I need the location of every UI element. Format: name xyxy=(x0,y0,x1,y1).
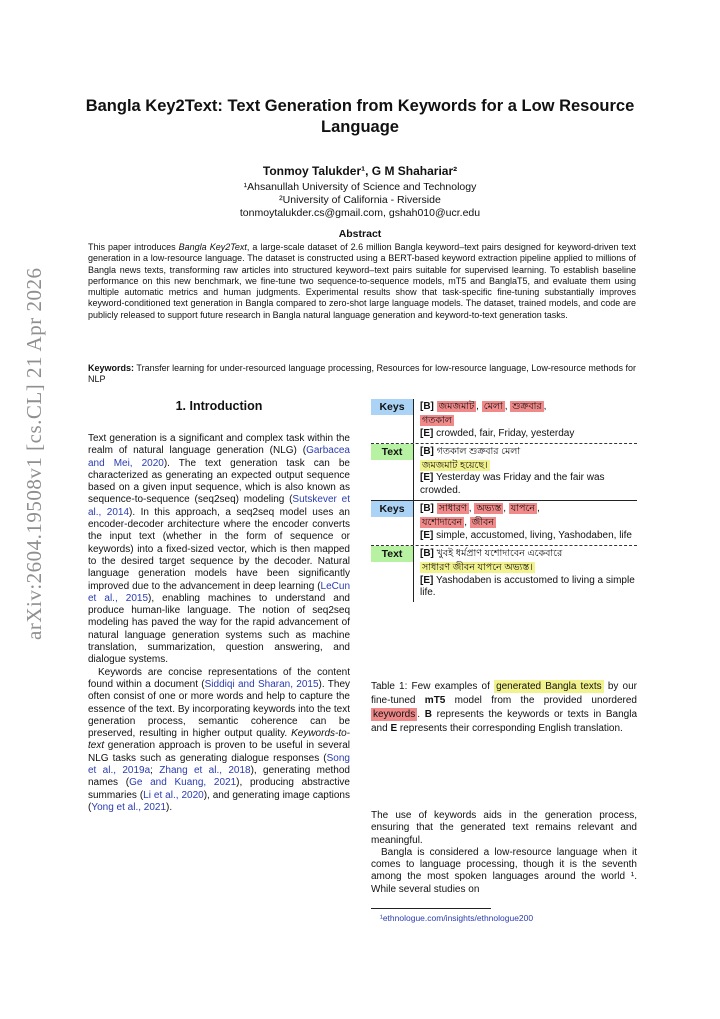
citation-link[interactable]: Ge and Kuang, 2021 xyxy=(129,777,237,789)
abstract xyxy=(88,242,636,321)
text-label: Text xyxy=(371,546,413,562)
citation-link[interactable]: Yong et al., 2021 xyxy=(91,801,167,813)
keys-label: Keys xyxy=(371,399,413,415)
affiliations xyxy=(80,181,640,220)
arxiv-watermark: arXiv:2604.19508v1 [cs.CL] 21 Apr 2026 xyxy=(22,267,46,640)
table-row xyxy=(371,545,637,602)
examples-table xyxy=(371,399,637,602)
dataset-name: Bangla Key2Text xyxy=(178,242,247,252)
table-row xyxy=(371,399,637,443)
table-row xyxy=(371,500,637,545)
abstract-text: This paper introduces xyxy=(88,242,179,252)
citation-link[interactable]: Siddiqi and Sharan, 2015 xyxy=(204,678,319,690)
paper-title: Bangla Key2Text: Text Generation from Keywords for a Low Resource Language xyxy=(85,97,635,136)
author-emails: tonmoytalukder.cs@gmail.com, gshah010@ucr.edu xyxy=(239,207,481,219)
table-caption: Table 1: Few examples of generated Bangla texts by our fine-tuned mT5 model from the provided unordered keywords . B represents the keywords or texts in Bangla and E represents their corresponding English translation. xyxy=(371,681,638,734)
footnote-rule xyxy=(371,908,491,909)
footnote-link[interactable]: ¹ethnologue.com/insights/ethnologue200 xyxy=(380,913,534,923)
section-heading: 1. Introduction xyxy=(175,399,263,413)
table-cell: [B] সাধারণ , অভ্যস্ত , যাপনে , যশোদাবেন , জীবন [E] simple, accustomed, living, Yashodaben, life xyxy=(413,501,637,545)
affiliation-2: ²University of California - Riverside xyxy=(279,194,441,206)
intro-left-column xyxy=(88,433,350,814)
right-paragraph-1: The use of keywords aids in the generation process, ensuring that the generated text remains relevant and meaningful. xyxy=(371,810,637,846)
affiliation-1: ¹Ahsanullah University of Science and Technology xyxy=(243,181,477,193)
citation-link[interactable]: Garbacea and Mei, 2020 xyxy=(88,445,350,469)
citation-link[interactable]: LeCun et al., 2015 xyxy=(88,580,350,604)
citation-link[interactable]: Zhang et al., 2018 xyxy=(159,765,251,777)
citation-link[interactable]: Song et al., 2019a xyxy=(88,752,350,777)
citation-link[interactable]: Li et al., 2020 xyxy=(143,789,204,801)
table-row xyxy=(371,443,637,500)
authors: Tonmoy Talukder¹, G M Shahariar² xyxy=(262,164,458,178)
table-cell: [B] গতকাল শুক্রবার মেলা জমজমাট হয়েছে। [E] Yesterday was Friday and the fair was crowded. xyxy=(413,444,637,500)
right-paragraph-2: Bangla is considered a low-resource language when it comes to language processing, though it is the seventh among the most spoken languages around the world ¹. While several studies on xyxy=(371,846,637,895)
keywords xyxy=(88,363,636,386)
intro-right-column xyxy=(371,810,637,896)
keywords-text: Transfer learning for under-resourced language processing, Resources for low-resource language, Low-resource methods for NLP xyxy=(88,363,636,385)
abstract-text: , a large-scale dataset of 2.6 million Bangla keyword–text pairs designed for keyword-driven text generation in a low-resource language. The dataset is constructed using a BERT-based keyword extraction pipeline applied to millions of Bangla news texts, transforming raw articles into structured keyword–text pairs suitable for supervised learning. To establish baseline performance on this new benchmark, we fine-tune two sequence-to-sequence models, mT5 and BanglaT5, and evaluate them using multiple automatic metrics and human judgments. Experimental results show that task-specific fine-tuning substantially improves keyword-conditioned text generation in Bangla compared to zero-shot large language models. The dataset, trained models, and code are publicly released to support future research in Bangla natural language generation and keyword-to-text generation tasks. xyxy=(88,242,636,320)
intro-paragraph-2: Keywords are concise representations of the content found within a document (Siddiqi and Sharan, 2015). They often consist of one or more words and help to capture the essence of the text. By incorporating keywords into the text generation process, semantic coherence can be preserved, resulting in higher output quality. Keywords-to-text generation approach is proven to be useful in several NLG tasks such as generating dialogue responses (Song et al., 2019a; Zhang et al., 2018), generating method names (Ge and Kuang, 2021), producing abstractive summaries (Li et al., 2020), and generating image captions (Yong et al., 2021). xyxy=(88,666,351,813)
text-label: Text xyxy=(371,444,413,460)
keys-label: Keys xyxy=(371,501,413,517)
table-cell: [B] জমজমাট , মেলা , শুক্রবার , গতকাল [E] crowded, fair, Friday, yesterday xyxy=(413,399,637,443)
intro-paragraph-1: Text generation is a significant and complex task within the realm of natural language generation (NLG) (Garbacea and Mei, 2020). The text generation task can be characterized as generating an expected output sequence based on a given input sequence, which is also known as sequence-to-sequence (seq2seq) modeling (Sutskever et al., 2014). In this approach, a seq2seq model uses an encoder-decoder architecture where the encoder converts the input text (whether in the form of sequence or keywords) into a fixed-sized vector, which is then mapped to the desired target sequence by the decoder. Natural language generation models have been significantly improved due to the advancement in deep learning (LeCun et al., 2015), enabling machines to understand and produce human-like language. The notion of seq2seq modeling has paved the way for the rapid advancement of natural language generation systems such as machine translation, summarization, question answering, and dialogue systems. xyxy=(88,433,350,666)
abstract-heading: Abstract xyxy=(338,228,382,240)
citation-link[interactable]: Sutskever et al., 2014 xyxy=(88,494,350,518)
keywords-label: Keywords: xyxy=(88,363,135,373)
table-cell: [B] খুবই ধর্মপ্রাণ যশোদাবেন একেবারে সাধারণ জীবন যাপনে অভ্যস্ত। [E] Yashodaben is accustomed to living a simple life. xyxy=(413,546,637,602)
